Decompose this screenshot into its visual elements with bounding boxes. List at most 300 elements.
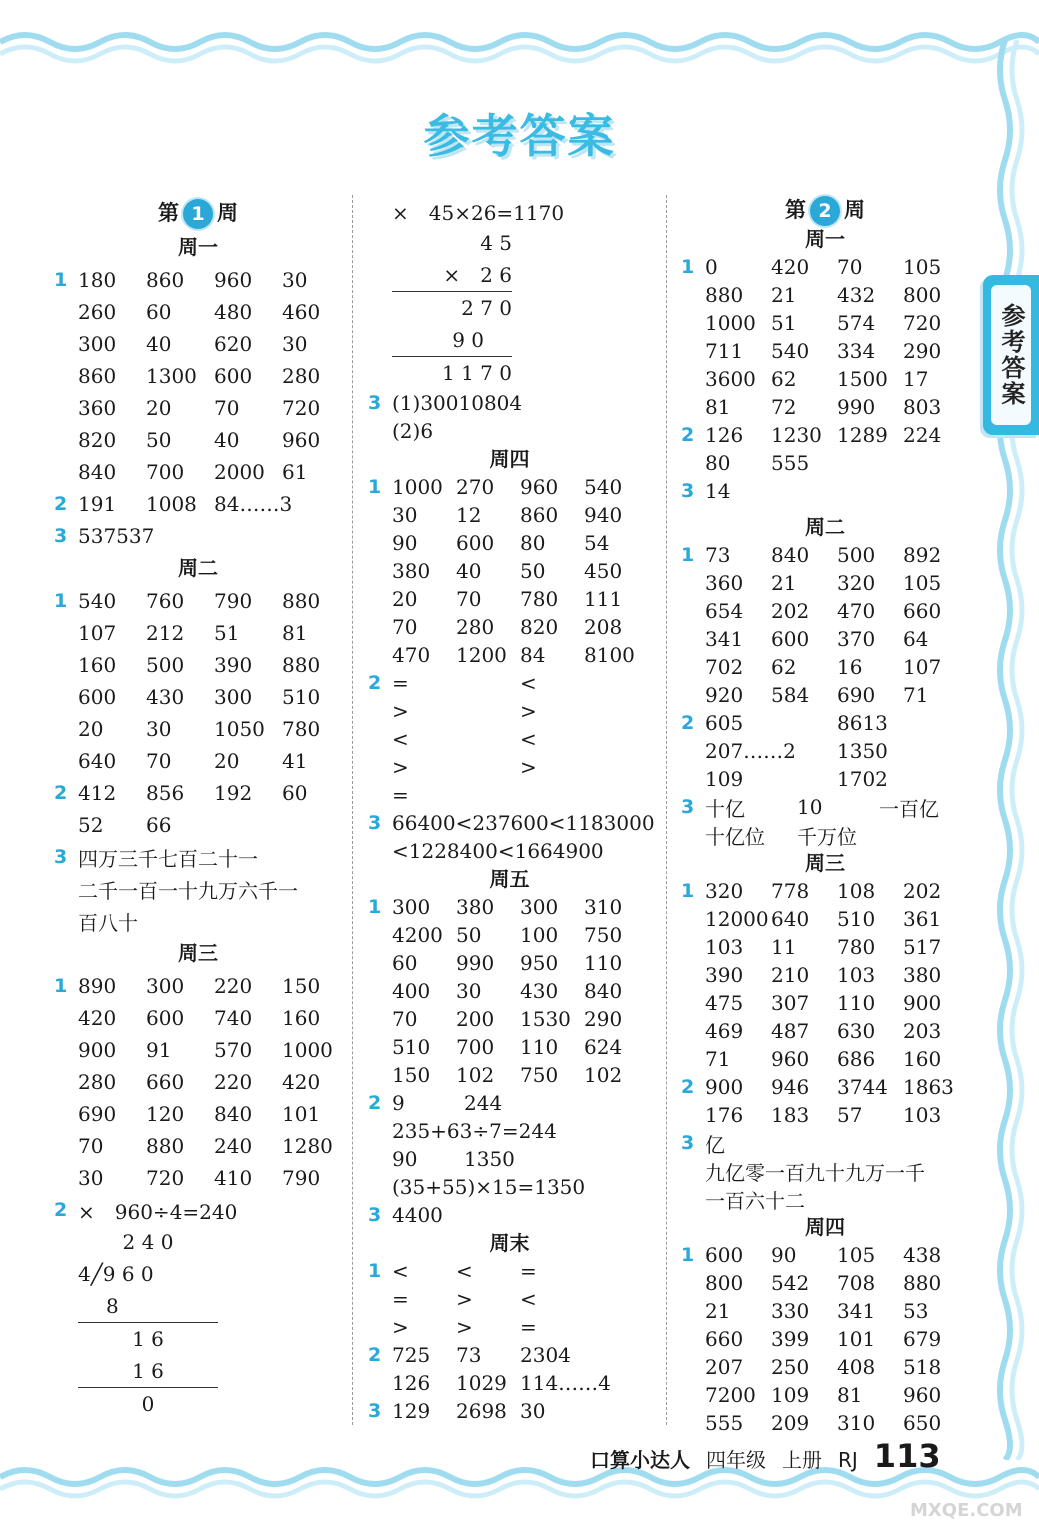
answer-value: > [392,1315,409,1339]
answer-value: 1289 [837,423,888,447]
answer-value: 290 [584,1007,623,1031]
right-wave-border [991,40,1039,1460]
answer-value: 70 [392,1007,418,1031]
answer-value: 一百六十二 [705,1188,805,1213]
answer-value: 840 [214,1102,253,1126]
answer-value: 840 [78,460,117,484]
answer-value: 1863 [903,1075,954,1099]
question-number: 1 [368,1260,382,1282]
answer-value: 73 [456,1343,482,1367]
book-brand: 口算小达人 [590,1448,690,1472]
answer-value: 380 [903,963,942,987]
answer-value: 180 [78,268,117,292]
answer-value: 624 [584,1035,623,1059]
question-number: 2 [681,1076,695,1098]
answer-value: < [520,671,537,695]
answer-value: 60 [282,781,308,805]
answer-value: 110 [837,991,876,1015]
answer-row [362,1033,657,1061]
answer-value: 790 [214,589,253,613]
answer-value: 408 [837,1355,876,1379]
answer-value: 280 [282,364,321,388]
answer-value: 430 [520,979,559,1003]
answer-row [48,809,348,841]
answer-value: 30 [282,268,308,292]
answer-row [362,669,657,697]
answer-value: > [520,699,537,723]
answer-value: 800 [705,1271,744,1295]
question-number: 2 [54,782,68,804]
answer-value: 14 [705,479,731,503]
answer-row [48,1194,348,1226]
long-division [78,1226,218,1420]
answer-row [362,501,657,529]
answer-value: 600 [146,1006,185,1030]
question-number: 2 [368,1092,382,1114]
question-number: 2 [681,424,695,446]
answer-value: 四万三千七百二十一 [78,846,258,871]
answer-value: 542 [771,1271,810,1295]
answer-value: 62 [771,655,797,679]
answer-value: 310 [837,1411,876,1435]
answer-row [675,1017,975,1045]
answer-value: 90 [771,1243,797,1267]
answer-value: 310 [584,895,623,919]
day-title: 周一 [805,227,845,251]
answer-value: 72 [771,395,797,419]
answer-value: 109 [771,1383,810,1407]
day-title: 周一 [178,235,218,259]
answer-value: 70 [837,255,863,279]
answer-value: 1350 [464,1147,515,1171]
answer-value: 334 [837,339,876,363]
answer-value: 3600 [705,367,756,391]
answer-row [675,1129,975,1157]
answer-value: 900 [705,1075,744,1099]
answer-value: < [520,1287,537,1311]
answer-value: 540 [771,339,810,363]
answer-value: 九亿零一百九十九万一千 [705,1160,925,1185]
answer-value: 50 [146,428,172,452]
answer-value: 84……3 [214,492,293,516]
answer-value: 960 [214,268,253,292]
answer-value: 203 [903,1019,942,1043]
calc-line: 9 0 [452,328,484,352]
answer-value: 390 [705,963,744,987]
answer-value: 61 [282,460,308,484]
answer-value: = [392,783,409,807]
answer-value: 103 [903,1103,942,1127]
answer-row [675,1101,975,1129]
answer-value: 111 [584,587,623,611]
answer-value: 690 [78,1102,117,1126]
answer-value: 900 [903,991,942,1015]
answer-row [362,1005,657,1033]
answer-row [362,1061,657,1089]
answer-value: 30 [520,1399,546,1423]
answer-value: 12000 [705,907,769,931]
answer-value: 840 [584,979,623,1003]
answer-value: = [392,671,409,695]
answer-value: (1)30010804 [392,391,523,415]
answer-row [362,473,657,501]
answer-value: 107 [903,655,942,679]
answer-value: 900 [78,1038,117,1062]
answer-value: 1702 [837,767,888,791]
answer-value: 300 [214,685,253,709]
question-number: 1 [681,880,695,902]
answer-row [48,360,348,392]
answer-value: 584 [771,683,810,707]
answer-value: 20 [392,587,418,611]
answer-value: 260 [78,300,117,324]
question-number: 1 [681,256,695,278]
answer-row [675,281,975,309]
answer-value: 53 [903,1299,929,1323]
answer-value: 300 [146,974,185,998]
answer-value: 62 [771,367,797,391]
answer-value: 892 [903,543,942,567]
side-tab[interactable] [983,275,1039,435]
answer-value: 640 [78,749,117,773]
question-number: 3 [681,1132,695,1154]
answer-value: 820 [78,428,117,452]
answer-value: 70 [146,749,172,773]
calc-line: 4 5 [480,231,512,255]
answer-row [362,389,657,417]
answer-value: 540 [78,589,117,613]
answer-value: 60 [392,951,418,975]
watermark-logo: MXQE.COM [910,1500,1023,1521]
answer-value: 700 [146,460,185,484]
column-3 [675,195,975,1437]
answer-row [362,641,657,669]
answer-value: 856 [146,781,185,805]
answer-value: 420 [282,1070,321,1094]
answer-value: 105 [903,255,942,279]
answer-value: 555 [705,1411,744,1435]
question-number: 3 [368,392,382,414]
answer-row [362,529,657,557]
answer-value: 300 [78,332,117,356]
question-number: 1 [681,544,695,566]
answer-row [48,296,348,328]
question-number: 1 [368,896,382,918]
answer-row [48,1066,348,1098]
answer-value: 30 [282,332,308,356]
answer-value: 2304 [520,1343,571,1367]
answer-value: 176 [705,1103,744,1127]
answer-value: 660 [146,1070,185,1094]
answer-value: 880 [705,283,744,307]
answer-value: 110 [584,951,623,975]
answer-value: 517 [903,935,942,959]
answer-value: 20 [146,396,172,420]
answer-value: 600 [214,364,253,388]
answer-value: 420 [771,255,810,279]
answer-value: 380 [456,895,495,919]
answer-value: 90 [392,1147,418,1171]
answer-row [48,617,348,649]
answer-value: 990 [837,395,876,419]
answer-value: (2)6 [392,419,434,443]
answer-row [48,745,348,777]
question-number: 2 [368,1344,382,1366]
calc-line: 8 [106,1294,119,1318]
answer-value: 10 [797,795,823,819]
answer-value: 708 [837,1271,876,1295]
question-number: 1 [54,590,68,612]
answer-row [48,392,348,424]
answer-value: 1050 [214,717,265,741]
answer-row [675,477,975,505]
calc-line: 1 6 [132,1359,164,1383]
answer-value: 960 [520,475,559,499]
answer-value: 720 [903,311,942,335]
answer-row [675,821,975,849]
answer-value: 十亿 [705,796,745,821]
answer-value: 620 [214,332,253,356]
answer-value: 574 [837,311,876,335]
answer-value: 803 [903,395,942,419]
question-number: 1 [681,1244,695,1266]
answer-value: 126 [392,1371,431,1395]
answer-value: 410 [214,1166,253,1190]
answer-value: 40 [456,559,482,583]
answer-value: 946 [771,1075,810,1099]
answer-value: 360 [78,396,117,420]
answer-row [48,649,348,681]
answer-value: 91 [146,1038,172,1062]
answer-value: 21 [705,1299,731,1323]
answer-row [362,195,657,227]
question-number: 3 [368,1204,382,1226]
answer-value: 160 [903,1047,942,1071]
answer-row [362,1285,657,1313]
answer-value: 50 [520,559,546,583]
answer-row [675,1297,975,1325]
question-number: 1 [368,476,382,498]
answer-value: 101 [837,1327,876,1351]
answer-value: 51 [771,311,797,335]
answer-row [48,328,348,360]
answer-row [48,1034,348,1066]
answer-value: 202 [903,879,942,903]
answer-row [675,1409,975,1437]
answer-value: 202 [771,599,810,623]
answer-value: = [520,1315,537,1339]
answer-value: 790 [282,1166,321,1190]
answer-value: 555 [771,451,810,475]
answer-value: 1000 [705,311,756,335]
answer-value: 280 [78,1070,117,1094]
day-title: 周末 [489,1231,530,1255]
answer-row [675,933,975,961]
top-wave-border [0,20,1039,80]
answer-value: 470 [837,599,876,623]
day-title: 周五 [489,867,530,891]
answer-value: 81 [837,1383,863,1407]
answer-value: 81 [705,395,731,419]
answer-value: 220 [214,1070,253,1094]
answer-row [362,809,657,837]
answer-value: 660 [705,1327,744,1351]
answer-value: > [520,755,537,779]
answer-value: 250 [771,1355,810,1379]
answer-value: 880 [282,653,321,677]
answer-value: 330 [771,1299,810,1323]
answer-row [362,1341,657,1369]
answer-value: 280 [456,615,495,639]
answer-value: 1230 [771,423,822,447]
answer-value: 320 [705,879,744,903]
day-title: 周二 [805,515,845,539]
answer-value: 192 [214,781,253,805]
answer-value: 120 [146,1102,185,1126]
answer-value: 8613 [837,711,888,735]
answer-value: 720 [282,396,321,420]
answer-row [48,841,348,873]
answer-row [48,1130,348,1162]
answer-row [675,1353,975,1381]
answer-value: 430 [146,685,185,709]
answer-value: 361 [903,907,942,931]
answer-value: 8100 [584,643,635,667]
answer-value: 191 [78,492,117,516]
answer-value: 469 [705,1019,744,1043]
answer-value: 740 [214,1006,253,1030]
answer-value: = [520,1259,537,1283]
answer-value: 129 [392,1399,431,1423]
answer-value: 11 [771,935,797,959]
answer-value: < [392,727,409,751]
answer-value: 235+63÷7=244 [392,1119,557,1143]
answer-row [675,737,975,765]
answer-value: 54 [584,531,610,555]
answer-value: 1000 [282,1038,333,1062]
clock-icon: 2 [810,196,840,226]
answer-row [48,424,348,456]
answer-value: < [456,1259,473,1283]
answer-value: 380 [392,559,431,583]
answer-value: 66 [146,813,172,837]
answer-row [48,905,348,937]
clock-icon: 1 [183,199,213,229]
answer-value: 711 [705,339,744,363]
answer-value: > [392,699,409,723]
answer-value: 600 [78,685,117,709]
answer-row [675,653,975,681]
answer-row [675,1073,975,1101]
answer-row [362,977,657,1005]
answer-value: 438 [903,1243,942,1267]
answer-value: 207 [705,1355,744,1379]
day-title: 周四 [489,447,530,471]
answer-row [362,949,657,977]
answer-value: 220 [214,974,253,998]
answer-value: 40 [146,332,172,356]
answer-value: 102 [584,1063,623,1087]
answer-row [48,777,348,809]
answer-value: 860 [146,268,185,292]
column-1 [48,195,348,1420]
answer-row [675,253,975,281]
answer-row [362,1397,657,1425]
answer-value: <1228400<1664900 [392,839,604,863]
answer-value: × 960÷4=240 [78,1199,238,1224]
answer-value: 960 [771,1047,810,1071]
answer-value: 600 [456,531,495,555]
answer-value: 二千一百一十九万六千一 [78,878,298,903]
answer-value: 450 [584,559,623,583]
answer-value: 3744 [837,1075,888,1099]
answer-row [48,970,348,1002]
answer-value: 1500 [837,367,888,391]
answer-value: 880 [146,1134,185,1158]
answer-value: 880 [903,1271,942,1295]
answer-value: 480 [214,300,253,324]
day-title: 周四 [805,1215,845,1239]
answer-value: 40 [214,428,240,452]
answer-value: 64 [903,627,929,651]
side-tab-label: 参考答案 [991,285,1031,425]
answer-value: 690 [837,683,876,707]
column-divider [352,195,353,1425]
question-number: 3 [681,796,695,818]
answer-row [362,1117,657,1145]
answer-row [362,697,657,725]
answer-value: 307 [771,991,810,1015]
answer-value: 240 [214,1134,253,1158]
answer-value: 150 [282,974,321,998]
answer-value: 1008 [146,492,197,516]
answer-value: 880 [282,589,321,613]
answer-value: 654 [705,599,744,623]
answer-value: 750 [584,923,623,947]
answer-value: 840 [771,543,810,567]
answer-value: 30 [78,1166,104,1190]
answer-value: 4400 [392,1203,443,1227]
volume-label: 上册 [782,1448,822,1472]
answer-row [48,488,348,520]
answer-row [362,1369,657,1397]
answer-value: 1300 [146,364,197,388]
answer-value: 224 [903,423,942,447]
day-title: 周三 [178,941,218,965]
answer-row [362,893,657,921]
question-number: 2 [681,712,695,734]
answer-value: 亿 [705,1132,725,1157]
answer-value: 679 [903,1327,942,1351]
answer-value: 70 [78,1134,104,1158]
week-1-heading: 第 1 周 [48,195,348,231]
answer-value: 720 [146,1166,185,1190]
answer-row [48,456,348,488]
answer-value: < [520,727,537,751]
question-number: 3 [54,525,68,547]
answer-value: 702 [705,655,744,679]
answer-value: 290 [903,339,942,363]
answer-value: 21 [771,283,797,307]
answer-row [675,625,975,653]
answer-value: 208 [584,615,623,639]
answer-value: 100 [520,923,559,947]
answer-value: 百八十 [78,910,138,935]
answer-value: 244 [464,1091,503,1115]
answer-value: 778 [771,879,810,903]
answer-row [362,417,657,445]
answer-value: 470 [392,643,431,667]
